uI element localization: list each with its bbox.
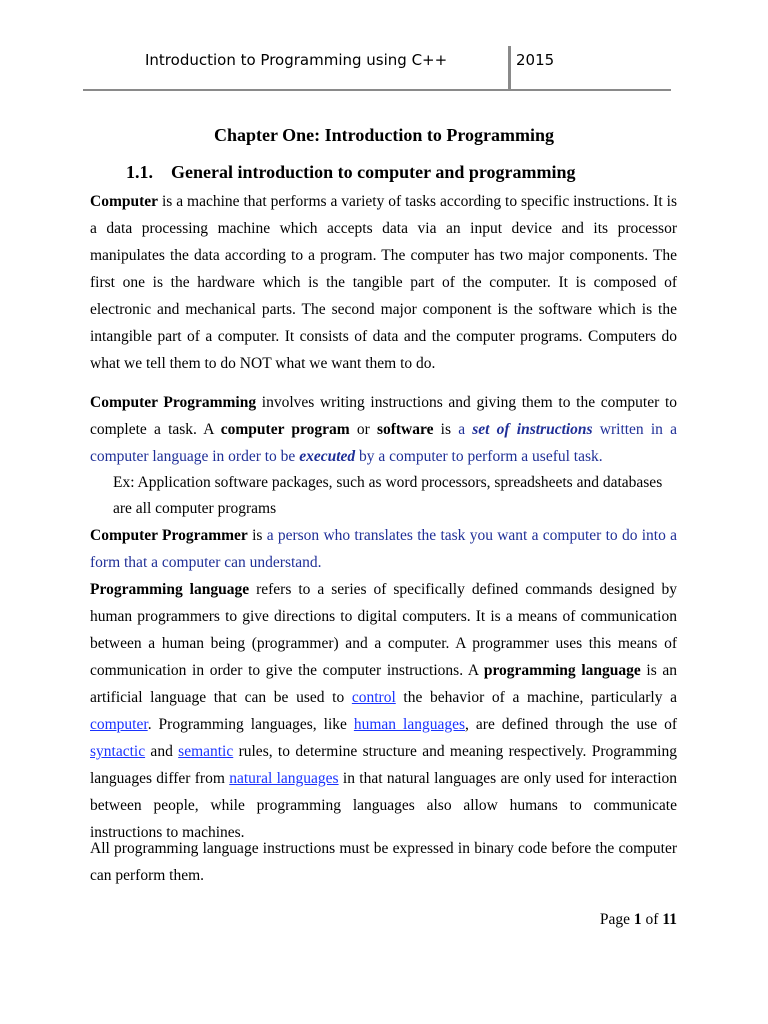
paragraph-programming-language [90, 576, 677, 846]
paragraph-text: involves writing instructions and giving them to the computer to complete a task. A [90, 394, 677, 438]
term-computer-programming: Computer Programming [90, 394, 257, 411]
term-computer-programmer: Computer Programmer [90, 527, 248, 544]
chapter-title: Chapter One: Introduction to Programming [214, 125, 554, 145]
header-divider-horizontal [83, 89, 671, 91]
paragraph-text: . Programming languages, like [147, 716, 354, 733]
paragraph-text: is [247, 527, 267, 544]
link-control[interactable]: control [351, 689, 396, 706]
definition-text: a person who translates the task you want a computer to do into a form that a computer can understand. [90, 527, 677, 571]
paragraph-computer [90, 188, 677, 377]
term-programming-language: Programming language [90, 581, 250, 598]
page-total: 11 [662, 911, 677, 928]
section-title: General introduction to computer and programming [171, 162, 576, 182]
paragraph-text: the behavior of a machine, particularly a [395, 689, 677, 706]
paragraph-text: is a machine that performs a variety of tasks according to specific instructions. It is a data processing machine which accepts data via an input device and its processor manipulates the data according to a program. The computer has two major components. The first one is the hardware which is the tangible part of the computer. It is composed of electronic and mechanical parts. The second major component is the software which is the intangible part of a computer. It consists of data and the computer programs. Computers do what we tell them to do NOT what we want them to do. [90, 193, 677, 372]
paragraph-computer-programmer [90, 522, 677, 576]
header-divider-vertical [508, 46, 511, 90]
paragraph-text: is [433, 421, 459, 438]
link-human-languages[interactable]: human languages [353, 716, 466, 733]
link-computer[interactable]: computer [90, 716, 148, 733]
paragraph-text: in that natural languages are only used for interaction between people, while programming languages also allow humans to communicate instructions to machines. [90, 770, 677, 841]
emphasis-text: set of instructions [472, 421, 593, 438]
paragraph-binary: All programming language instructions must be expressed in binary code before the computer can perform them. [90, 840, 677, 884]
paragraph-text: or [349, 421, 377, 438]
emphasis-executed [299, 448, 355, 465]
link-natural-languages[interactable]: natural languages [229, 770, 339, 787]
link-semantic[interactable]: semantic [178, 743, 234, 760]
section-heading [126, 162, 576, 183]
paragraph-text: , are defined through the use of [465, 716, 677, 733]
example-text: Ex: Application software packages, such as word processors, spreadsheets and databases are all computer programs [113, 474, 663, 517]
term-programming-language-2: programming language [483, 662, 641, 679]
paragraph-computer-programming [90, 389, 677, 470]
page-label: Page [599, 911, 634, 928]
definition-text: written in a computer language in order to be [90, 421, 677, 465]
definition-text: by a computer to perform a useful task. [355, 448, 603, 465]
term-computer-program: computer program [220, 421, 350, 438]
section-number: 1.1. [126, 162, 153, 182]
link-syntactic[interactable]: syntactic [90, 743, 146, 760]
header-title: Introduction to Programming using C++ [145, 51, 448, 69]
emphasis-text: executed [299, 448, 356, 465]
page-current: 1 [633, 911, 642, 928]
term-software: software [376, 421, 434, 438]
header-year: 2015 [516, 51, 555, 69]
of-label: of [641, 911, 663, 928]
paragraph-text: rules, to determine structure and meaning respectively. Programming languages differ from [90, 743, 677, 787]
emphasis-set-of-instructions [472, 421, 592, 438]
definition-text: a [458, 421, 473, 438]
page-number [600, 911, 677, 929]
term-computer: Computer [90, 193, 159, 210]
paragraph-text: and [145, 743, 179, 760]
paragraph-text: is an artificial language that can be used to [90, 662, 677, 706]
paragraph-text: refers to a series of specifically defined commands designed by human programmers to give directions to digital computers. It is a means of communication between a human being (programmer) and a computer. A programmer uses this means of communication in order to give the computer instructions. A [90, 581, 677, 679]
